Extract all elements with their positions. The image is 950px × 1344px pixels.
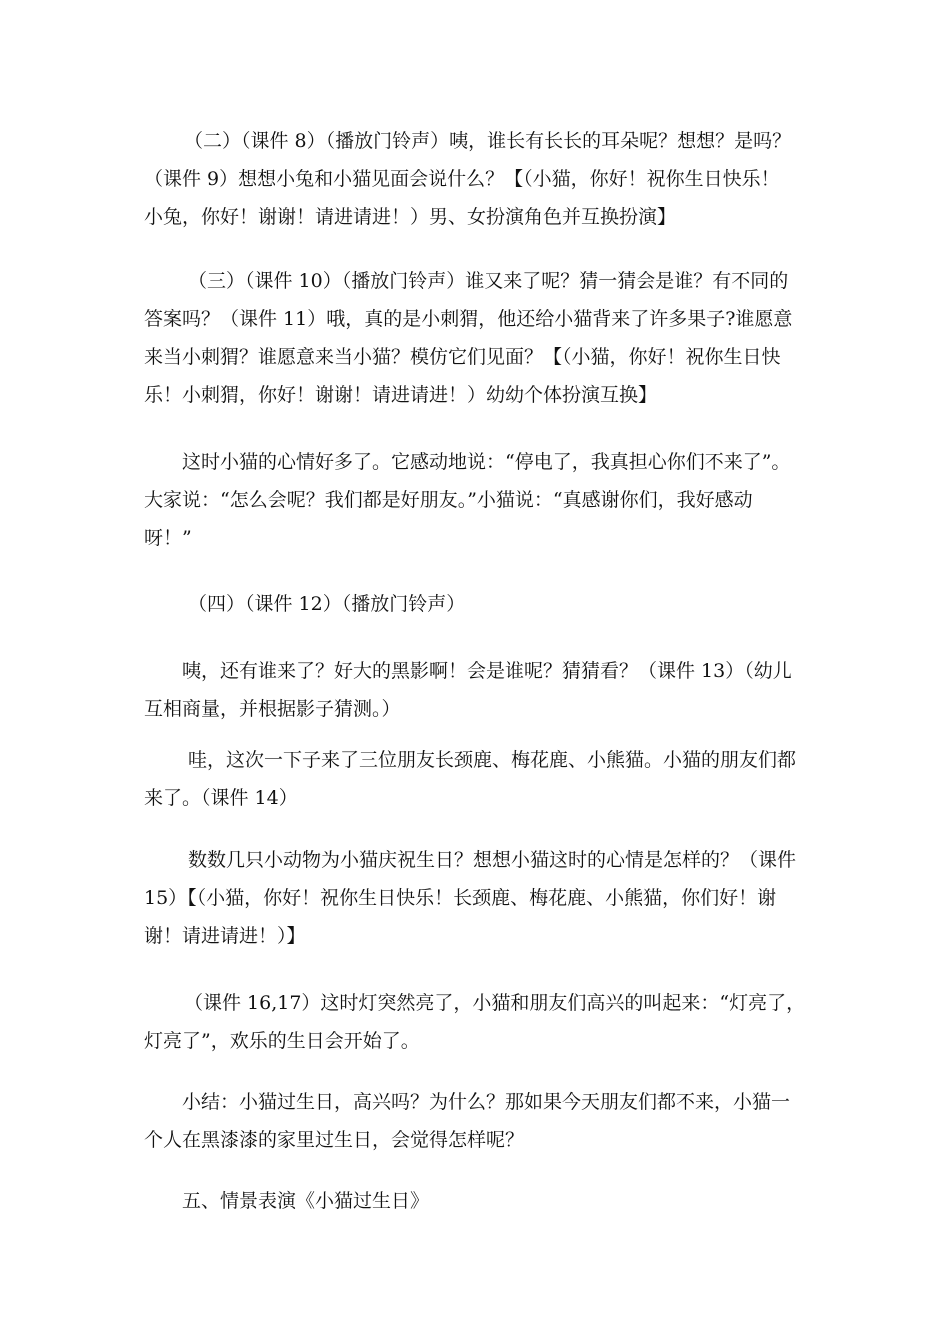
text-line: 这时小猫的心情好多了。它感动地说：“停电了，我真担心你们不来了”。 [182,451,791,473]
text-line: 哇，这次一下子来了三位朋友长颈鹿、梅花鹿、小熊猫。小猫的朋友们都 [188,749,797,771]
text-line: 互相商量，并根据影子猜测。） [144,698,401,720]
text-line: （四）（课件 12）（播放门铃声） [188,593,466,615]
text-line: 灯亮了”，欢乐的生日会开始了。 [144,1030,420,1052]
text-line: 来了。（课件 14） [144,787,298,809]
text-line: 数数几只小动物为小猫庆祝生日？想想小猫这时的心情是怎样的？（课件 [188,849,797,871]
paragraph-shadow-guess [144,652,812,728]
text-line: 答案吗？（课件 11）哦，真的是小刺猬，他还给小猫背来了许多果子?谁愿意 [144,308,793,330]
text-line: 个人在黑漆漆的家里过生日，会觉得怎样呢？ [144,1129,525,1151]
paragraph-summary [144,1083,812,1159]
paragraph-part-two [144,122,812,236]
text-line: 呀！” [144,527,192,549]
text-line: 15）【（小猫，你好！祝你生日快乐！长颈鹿、梅花鹿、小熊猫，你们好！谢 [144,887,777,909]
text-line: 小兔，你好！谢谢！请进请进！）男、女扮演角色并互换扮演】 [144,206,677,228]
paragraph-part-four [144,585,812,623]
text-line: 谢！请进请进！）】 [144,925,306,947]
text-line: 五、情景表演《小猫过生日》 [182,1190,430,1212]
text-line: （课件 9）想想小兔和小猫见面会说什么？【（小猫，你好！祝你生日快乐！ [144,168,780,190]
section-heading-five [144,1182,812,1220]
paragraph-lights-on [144,984,812,1060]
paragraph-three-friends [144,741,812,817]
text-line: 乐！小刺猬，你好！谢谢！请进请进！）幼幼个体扮演互换】 [144,384,658,406]
paragraph-part-three [144,262,812,414]
text-line: 小结：小猫过生日，高兴吗？为什么？那如果今天朋友们都不来，小猫一 [182,1091,791,1113]
text-line: （课件 16,17）这时灯突然亮了，小猫和朋友们高兴的叫起来：“灯亮了， [184,992,806,1014]
text-line: 大家说：“怎么会呢？我们都是好朋友。”小猫说：“真感谢你们，我好感动 [144,489,753,511]
paragraph-count-animals [144,841,812,955]
text-line: 咦，还有谁来了？好大的黑影啊！会是谁呢？猜猜看？（课件 13）（幼儿 [182,660,792,682]
text-line: （三）（课件 10）（播放门铃声）谁又来了呢？猜一猜会是谁？有不同的 [188,270,789,292]
text-line: （二）（课件 8）（播放门铃声）咦，谁长有长长的耳朵呢？想想？是吗？ [184,130,792,152]
text-line: 来当小刺猬？谁愿意来当小猫？模仿它们见面？【（小猫，你好！祝你生日快 [144,346,781,368]
paragraph-kitten-feelings [144,443,812,557]
